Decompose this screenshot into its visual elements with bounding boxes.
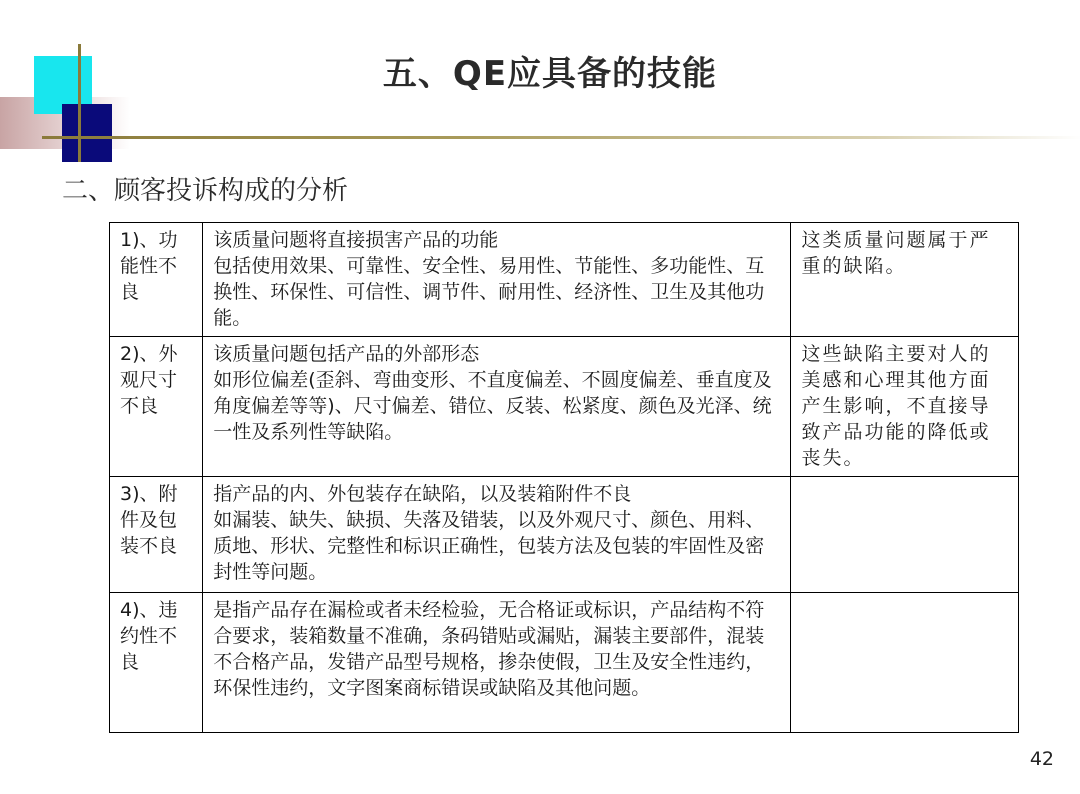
description-line: 该质量问题将直接损害产品的功能 — [213, 229, 499, 251]
description-line: 是指产品存在漏检或者未经检验，无合格证或标识，产品结构不符合要求，装箱数量不准确，条码错贴或漏贴，漏装主要部件，混装不合格产品，发错产品型号规格，掺杂使假，卫生及安全性违约，环保性违约，文字图案商标错误或缺陷及其他问题。 — [213, 599, 765, 699]
table-row — [110, 593, 1019, 733]
category-cell: 2)、外观尺寸不良 — [110, 337, 203, 477]
page-number: 42 — [1029, 748, 1054, 770]
note-cell: 这些缺陷主要对人的美感和心理其他方面产生影响，不直接导致产品功能的降低或丧失。 — [791, 337, 1019, 477]
table-row — [110, 223, 1019, 337]
description-line: 如形位偏差(歪斜、弯曲变形、不直度偏差、不圆度偏差、垂直度及角度偏差等等)、尺寸偏差、错位、反装、松紧度、颜色及光泽、统一性及系列性等缺陷。 — [213, 369, 772, 443]
description-line: 包括使用效果、可靠性、安全性、易用性、节能性、多功能性、互换性、环保性、可信性、调节件、耐用性、经济性、卫生及其他功能。 — [213, 255, 765, 329]
table-row — [110, 477, 1019, 593]
note-cell — [791, 477, 1019, 593]
description-cell — [203, 593, 791, 733]
complaint-analysis-table — [109, 222, 1019, 733]
category-cell: 1)、功能性不良 — [110, 223, 203, 337]
section-subtitle: 二、顾客投诉构成的分析 — [62, 176, 349, 206]
decor-navy-square — [62, 104, 112, 162]
description-cell — [203, 223, 791, 337]
note-cell — [791, 593, 1019, 733]
decor-horizontal-line — [42, 136, 1080, 139]
slide-title: 五、QE应具备的技能 — [382, 54, 718, 94]
description-cell — [203, 477, 791, 593]
table-row — [110, 337, 1019, 477]
description-line: 该质量问题包括产品的外部形态 — [213, 343, 480, 365]
category-cell: 4)、违约性不良 — [110, 593, 203, 733]
note-cell: 这类质量问题属于严重的缺陷。 — [791, 223, 1019, 337]
category-cell: 3)、附件及包装不良 — [110, 477, 203, 593]
description-line: 指产品的内、外包装存在缺陷，以及装箱附件不良 — [213, 483, 632, 505]
description-line: 如漏装、缺失、缺损、失落及错装，以及外观尺寸、颜色、用料、质地、形状、完整性和标识正确性，包装方法及包装的牢固性及密封性等问题。 — [213, 509, 765, 583]
description-cell — [203, 337, 791, 477]
